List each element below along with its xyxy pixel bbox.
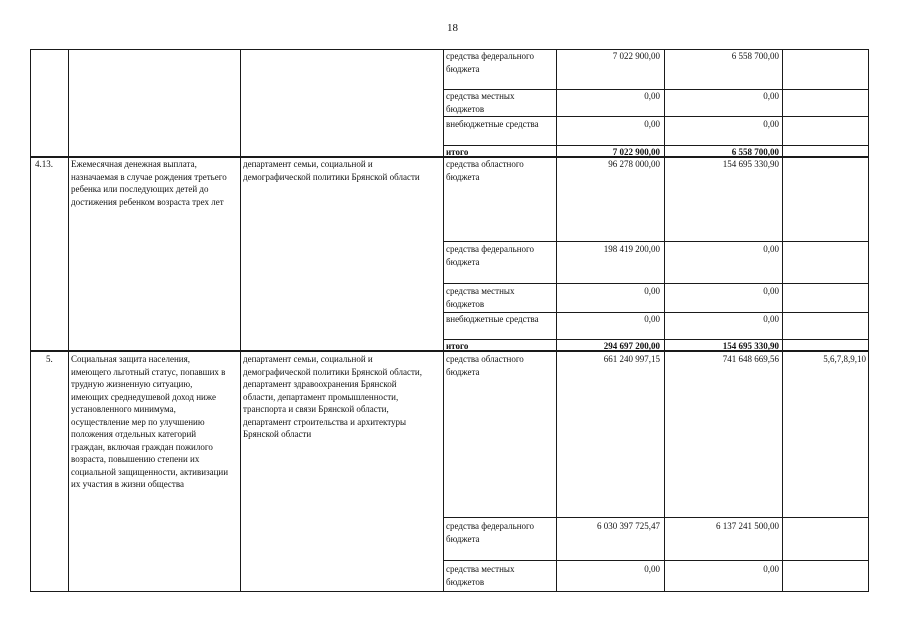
- row-line: [443, 116, 869, 117]
- total-value-2: 6 558 700,00: [731, 147, 779, 157]
- extrabudget-value-1: 0,00: [644, 314, 660, 324]
- federal-value-1: 6 030 397 725,47: [597, 521, 660, 531]
- source-extrabudget: внебюджетные средства: [446, 314, 539, 324]
- col-line: [782, 49, 783, 592]
- regional-value-1: 661 240 997,15: [603, 354, 660, 364]
- col-line: [664, 49, 665, 592]
- regional-value-2: 154 695 330,90: [722, 159, 779, 169]
- federal-value-1: 198 419 200,00: [603, 244, 660, 254]
- row-line: [443, 283, 869, 284]
- source-extrabudget: внебюджетные средства: [446, 119, 539, 129]
- total-label: итого: [446, 341, 469, 351]
- row-line: [443, 560, 869, 561]
- regional-value-2: 741 648 669,56: [722, 354, 779, 364]
- col-line: [443, 49, 444, 592]
- extrabudget-value-2: 0,00: [763, 119, 779, 129]
- col-line: [556, 49, 557, 592]
- federal-value-2: 0,00: [763, 244, 779, 254]
- row-number: 5.: [46, 354, 53, 364]
- col-line: [868, 49, 869, 592]
- indicator-numbers: 5,6,7,8,9,10: [823, 354, 866, 364]
- total-value-1: 294 697 200,00: [603, 341, 660, 351]
- source-federal: средства федерального бюджета: [446, 521, 534, 544]
- source-federal: средства федерального бюджета: [446, 51, 534, 74]
- federal-value-2: 6 137 241 500,00: [716, 521, 779, 531]
- col-line: [68, 49, 69, 592]
- col-line: [30, 49, 31, 592]
- executor: департамент семьи, социальной и демографической политики Брянской области: [243, 159, 420, 182]
- row-line: [30, 591, 869, 592]
- executor: департамент семьи, социальной и демографической политики Брянской области, департамент здравоохранения Брянской области, департамент промышленности, транспорта и связи Брянской области, департамент строительства и архитектуры Брянской области: [243, 354, 422, 439]
- source-local: средства местных бюджетов: [446, 286, 515, 309]
- federal-value-1: 7 022 900,00: [612, 51, 660, 61]
- total-value-1: 7 022 900,00: [612, 147, 660, 157]
- col-line: [240, 49, 241, 592]
- federal-value-2: 6 558 700,00: [731, 51, 779, 61]
- extrabudget-value-1: 0,00: [644, 119, 660, 129]
- source-federal: средства федерального бюджета: [446, 244, 534, 267]
- regional-value-1: 96 278 000,00: [608, 159, 660, 169]
- local-value-2: 0,00: [763, 286, 779, 296]
- extrabudget-value-2: 0,00: [763, 314, 779, 324]
- source-regional: средства областного бюджета: [446, 159, 524, 182]
- total-label: итого: [446, 147, 469, 157]
- local-value-2: 0,00: [763, 564, 779, 574]
- row-line: [443, 241, 869, 242]
- page-number: 18: [447, 22, 458, 34]
- measure-name: Социальная защита населения, имеющего льготный статус, попавших в трудную жизненную ситуацию, имеющих среднедушевой доход ниже установленного минимума, осуществление мер по улучшению положения отдельных категорий граждан, включая граждан пожилого возраста, повышению степени их социальной защищенности, активизации их участия в жизни общества: [71, 354, 229, 489]
- local-value-2: 0,00: [763, 91, 779, 101]
- local-value-1: 0,00: [644, 564, 660, 574]
- source-regional: средства областного бюджета: [446, 354, 524, 377]
- row-number: 4.13.: [35, 159, 53, 169]
- row-line: [443, 517, 869, 518]
- measure-name: Ежемесячная денежная выплата, назначаемая в случае рождения третьего ребенка или последующих детей до достижения ребенком возраста трех лет: [71, 159, 227, 207]
- local-value-1: 0,00: [644, 286, 660, 296]
- source-local: средства местных бюджетов: [446, 91, 515, 114]
- total-value-2: 154 695 330,90: [722, 341, 779, 351]
- source-local: средства местных бюджетов: [446, 564, 515, 587]
- local-value-1: 0,00: [644, 91, 660, 101]
